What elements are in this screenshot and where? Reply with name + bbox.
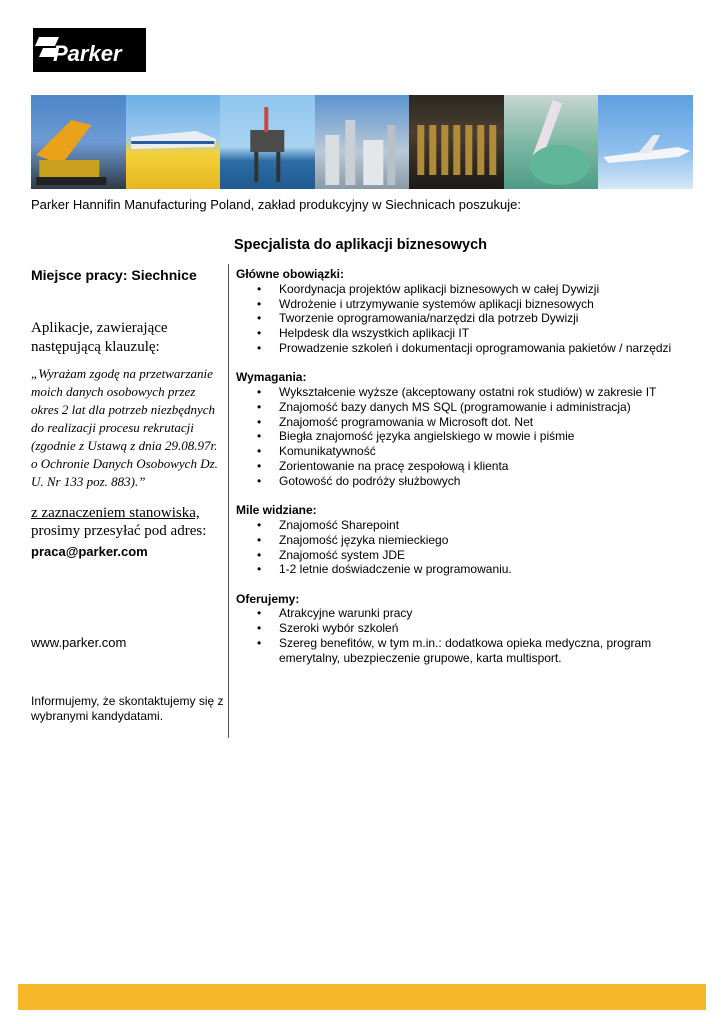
section-requirements (236, 370, 706, 488)
job-title: Specjalista do aplikacji biznesowych (234, 237, 488, 253)
consent-clause: „Wyrażam zgodę na przetwarzanie moich danych osobowych przez okres 2 lat dla potrzeb niezbędnych do realizacji procesu rekrutacji (zgodnie z Ustawą z dnia 29.08.97r. o Ochronie Danych Osobowych Dz. U. Nr 133 poz. 883).” (31, 366, 218, 489)
section-duties (236, 267, 706, 356)
airplane-photo (598, 95, 693, 189)
list-item: • Biegła znajomość języka angielskiego w mowie i piśmie (257, 429, 575, 444)
list-item: • Szereg benefitów, w tym m.in.: dodatkowa opieka medyczna, program emerytalny, ubezpieczenie grupowe, karta multisport. (257, 636, 652, 665)
list-item: • Gotowość do podróży służbowych (257, 473, 461, 488)
list-item: • Zorientowanie na pracę zespołową i klienta (257, 459, 509, 474)
list-item: • Koordynacja projektów aplikacji biznesowych w całej Dywizji (257, 281, 600, 296)
list-item: • Wykształcenie wyższe (akceptowany ostatni rok studiów) w zakresie IT (257, 385, 657, 400)
list-item: • Znajomość system JDE (257, 547, 406, 562)
refinery-photo (315, 95, 410, 189)
address-underlined-text: z zaznaczeniem stanowiska, (31, 505, 200, 521)
svg-text:Parker: Parker (53, 41, 122, 66)
footer-color-bar (18, 984, 706, 1010)
job-details (236, 267, 706, 680)
bottling-line-photo (409, 95, 504, 189)
column-divider (228, 264, 229, 738)
email-address[interactable]: praca@parker.com (31, 544, 148, 559)
offshore-rig-photo (220, 95, 315, 189)
list-item: • Komunikatywność (257, 444, 376, 459)
intro-text: Parker Hannifin Manufacturing Poland, zakład produkcyjny w Siechnicach poszukuje: (31, 197, 521, 212)
list-item: • Tworzenie oprogramowania/narzędzi dla potrzeb Dywizji (257, 311, 579, 326)
list-item: • Helpdesk dla wszystkich aplikacji IT (257, 326, 470, 341)
section-heading: Wymagania: (236, 370, 307, 385)
excavator-photo (31, 95, 126, 189)
section-offer (236, 592, 706, 666)
work-location: Miejsce pracy: Siechnice (31, 267, 197, 283)
clause-heading: Aplikacje, zawierające następującą klauzulę: (31, 320, 168, 355)
train-field-photo (126, 95, 221, 189)
address-rest-text: prosimy przesyłać pod adres: (31, 523, 207, 539)
list-item: • 1-2 letnie doświadczenie w programowaniu. (257, 562, 512, 577)
application-address-note (31, 504, 226, 540)
section-heading: Oferujemy: (236, 591, 300, 606)
contact-notice: Informujemy, że skontaktujemy się z wybranymi kandydatami. (31, 694, 224, 723)
section-heading: Mile widziane: (236, 503, 317, 518)
section-nice-to-have (236, 503, 706, 577)
medical-syringe-photo (504, 95, 599, 189)
parker-logo (33, 28, 146, 72)
list-item: • Znajomość języka niemieckiego (257, 532, 449, 547)
list-item: • Prowadzenie szkoleń i dokumentacji oprogramowania pakietów / narzędzi (257, 340, 672, 355)
list-item: • Znajomość programowania w Microsoft dot. Net (257, 414, 534, 429)
list-item: • Wdrożenie i utrzymywanie systemów aplikacji biznesowych (257, 296, 594, 311)
industry-photo-banner (31, 95, 693, 189)
list-item: • Znajomość Sharepoint (257, 517, 400, 532)
section-heading: Główne obowiązki: (236, 267, 345, 281)
list-item: • Znajomość bazy danych MS SQL (programowanie i administracja) (257, 399, 631, 414)
list-item: • Atrakcyjne warunki pracy (257, 606, 413, 621)
list-item: • Szeroki wybór szkoleń (257, 621, 399, 636)
website-link[interactable]: www.parker.com (31, 635, 127, 650)
